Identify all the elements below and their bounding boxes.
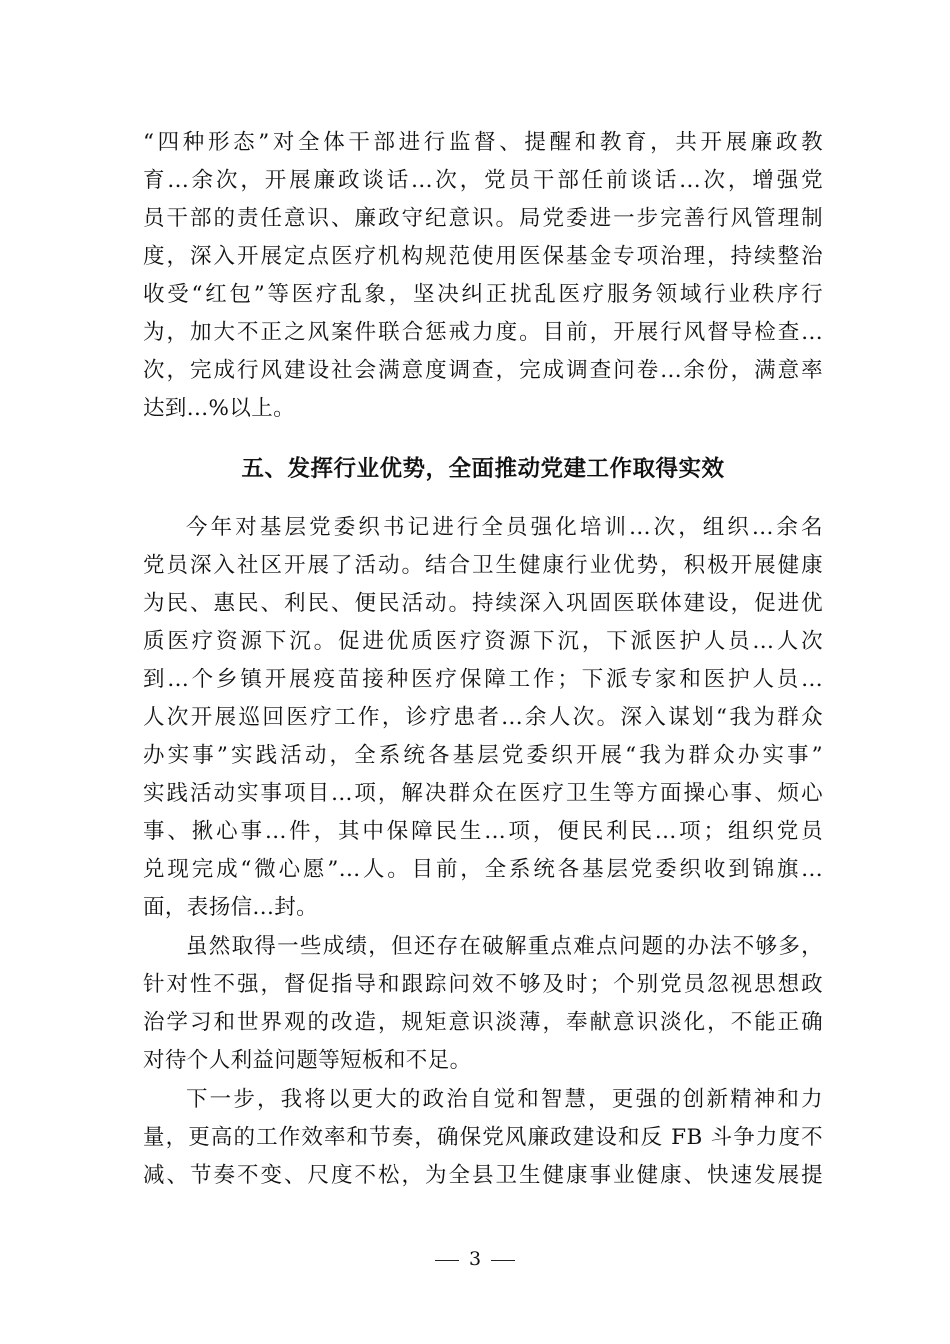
text-line: 员干部的责任意识、廉政守纪意识。局党委进一步完善行风管理制 [143, 206, 823, 231]
text-line: 到...个乡镇开展疫苗接种医疗保障工作；下派专家和医护人员... [143, 667, 823, 692]
text-line: 虽然取得一些成绩，但还存在破解重点难点问题的办法不够多， [186, 934, 823, 959]
text-line: 党员深入社区开展了活动。结合卫生健康行业优势，积极开展健康 [143, 553, 823, 578]
page-number: 3 [468, 1248, 482, 1270]
text-line: 质医疗资源下沉。促进优质医疗资源下沉，下派医护人员...人次 [143, 629, 823, 654]
text-line: 人次开展巡回医疗工作，诊疗患者...余人次。深入谋划“我为群众 [143, 705, 823, 730]
text-line: 度，深入开展定点医疗机构规范使用医保基金专项治理，持续整治 [143, 244, 823, 269]
text-line: 为民、惠民、利民、便民活动。持续深入巩固医联体建设，促进优 [143, 591, 823, 616]
section5-paragraph-2 [143, 928, 823, 1080]
page-footer [0, 1244, 950, 1274]
section5-paragraph-1 [143, 509, 823, 927]
text-line: 次，完成行风建设社会满意度调查，完成调查问卷...余份，满意率 [143, 358, 823, 383]
text-line: 办实事”实践活动，全系统各基层党委织开展“我为群众办实事” [143, 743, 823, 768]
text-line: 下一步，我将以更大的政治自觉和智慧，更强的创新精神和力 [186, 1087, 823, 1112]
text-line: 事、揪心事...件，其中保障民生...项，便民利民...项；组织党员 [143, 819, 823, 844]
text-line: 收受“红包”等医疗乱象，坚决纠正扰乱医疗服务领域行业秩序行 [143, 282, 823, 307]
dash-right [491, 1260, 515, 1261]
section4-paragraph [143, 124, 823, 428]
text-line: 针对性不强，督促指导和跟踪问效不够及时；个别党员忽视思想政 [143, 972, 823, 997]
text-line: 今年对基层党委织书记进行全员强化培训...次，组织...余名 [186, 515, 823, 540]
text-line: 实践活动实事项目...项，解决群众在医疗卫生等方面操心事、烦心 [143, 781, 823, 806]
text-line: 育...余次，开展廉政谈话...次，党员干部任前谈话...次，增强党 [143, 168, 823, 193]
text-line: “四种形态”对全体干部进行监督、提醒和教育，共开展廉政教 [143, 130, 823, 155]
text-line: 达到...%以上。 [143, 396, 296, 421]
dash-left [435, 1260, 459, 1261]
text-line: 治学习和世界观的改造，规矩意识淡薄，奉献意识淡化，不能正确 [143, 1010, 823, 1035]
text-line: 面，表扬信...封。 [143, 895, 319, 920]
section5-paragraph-3 [143, 1081, 823, 1195]
text-line: 减、节奏不变、尺度不松，为全县卫生健康事业健康、快速发展提 [143, 1163, 823, 1188]
text-line: 量，更高的工作效率和节奏，确保党风廉政建设和反 FB 斗争力度不 [143, 1125, 823, 1150]
section-heading: 五、发挥行业优势，全面推动党建工作取得实效 [241, 456, 725, 482]
text-line: 兑现完成“微心愿”...人。目前，全系统各基层党委织收到锦旗... [143, 857, 823, 882]
text-line: 为，加大不正之风案件联合惩戒力度。目前，开展行风督导检查... [143, 320, 823, 345]
text-line: 对待个人利益问题等短板和不足。 [143, 1048, 472, 1073]
